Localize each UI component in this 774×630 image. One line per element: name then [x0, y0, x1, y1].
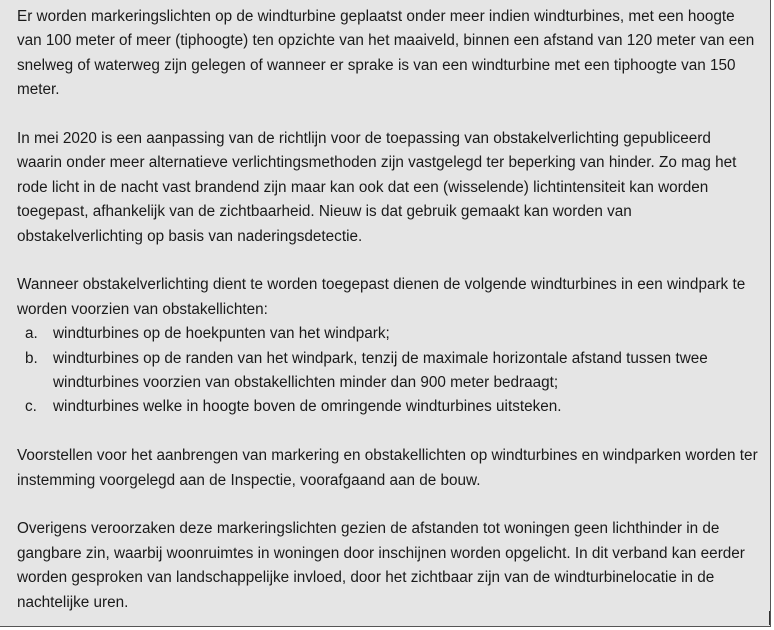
text-cursor [769, 611, 770, 625]
paragraph-richtlijn-2020: In mei 2020 is een aanpassing van de richtlijn voor de toepassing van obstakelverlichting gepubliceerd waarin onder meer alternatieve verlichtingsmethoden zijn vastgelegd ter beperking van hinder. Zo mag het rode licht in de nacht vast brandend zijn maar kan ook dat een (wisselende) lichtintensiteit kan worden toegepast, afhankelijk van de zichtbaarheid. Nieuw is dat gebruik gemaakt kan worden van obstakelverlichting op basis van naderingsdetectie. [17, 130, 737, 245]
list-item-b [17, 347, 760, 396]
list-marker: b. [25, 349, 38, 367]
paragraph-voorstellen-inspectie: Voorstellen voor het aanbrengen van markering en obstakellichten op windturbines en windparken worden ter instemming voorgelegd aan de Inspectie, voorafgaand aan de bouw. [17, 447, 758, 489]
list-item-text: windturbines op de randen van het windpark, tenzij de maximale horizontale afstand tussen twee windturbines voorzien van obstakellichten minder dan 900 meter bedraagt; [53, 349, 708, 392]
list-item-c [17, 395, 760, 419]
paragraph-obstakelverlichting-intro: Wanneer obstakelverlichting dient te worden toegepast dienen de volgende windturbines in een windpark te worden voorzien van obstakellichten: [17, 276, 746, 318]
paragraph-markeringslichten: Er worden markeringslichten op de windturbine geplaatst onder meer indien windturbines, met een hoogte van 100 meter of meer (tiphoogte) ten opzichte van het maaiveld, binnen een afstand van 120 meter van een snelweg of waterweg zijn gelegen of wanneer er sprake is van een windturbine met een tiphoogte van 150 meter. [17, 8, 755, 99]
paragraph-lichthinder: Overigens veroorzaken deze markeringslichten gezien de afstanden tot woningen geen lichthinder in de gangbare zin, waarbij woonruimtes in woningen door inschijnen worden opgelicht. In dit verband kan eerder worden gesproken van landschappelijke invloed, door het zichtbaar zijn van de windturbinelocatie in de nachtelijke uren. [17, 520, 745, 611]
windturbine-list [17, 322, 760, 420]
list-marker: c. [25, 398, 37, 416]
list-item-text: windturbines welke in hoogte boven de omringende windturbines uitsteken. [53, 398, 562, 416]
list-marker: a. [25, 325, 38, 343]
list-item-text: windturbines op de hoekpunten van het windpark; [53, 325, 390, 343]
list-item-a [17, 322, 760, 346]
